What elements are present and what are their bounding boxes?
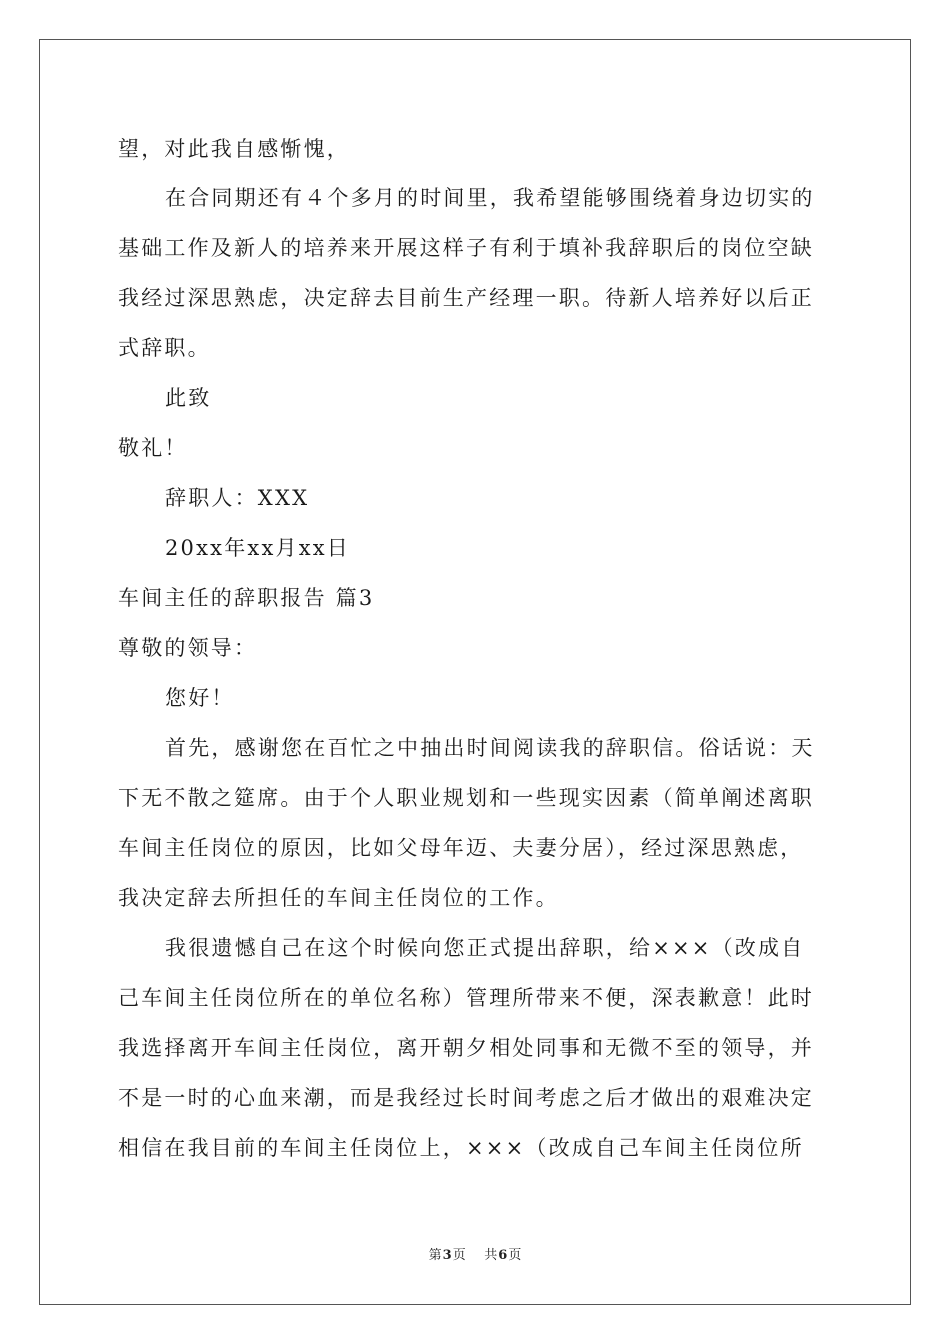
text-line: 不是一时的心血来潮，而是我经过长时间考虑之后才做出的艰难决定 xyxy=(118,1086,814,1110)
text-line: 望，对此我自感惭愧， xyxy=(118,137,350,161)
page-suffix: 页 xyxy=(452,1248,466,1263)
text-line: 我很遗憾自己在这个时候向您正式提出辞职，给×××（改成自 xyxy=(165,936,805,960)
text-line: 我决定辞去所担任的车间主任岗位的工作。 xyxy=(118,886,559,910)
text-line: 己车间主任岗位所在的单位名称）管理所带来不便，深表歉意！此时 xyxy=(118,986,814,1010)
total-suffix: 页 xyxy=(508,1248,522,1263)
text-line: 我经过深思熟虑，决定辞去目前生产经理一职。待新人培养好以后正 xyxy=(118,286,814,310)
total-prefix: 共 xyxy=(484,1248,498,1263)
page-border xyxy=(39,39,911,1305)
salutation: 尊敬的领导： xyxy=(118,636,258,660)
date-line: 20xx年xx月xx日 xyxy=(165,536,350,560)
text-line: 基础工作及新人的培养来开展这样子有利于填补我辞职后的岗位空缺 xyxy=(118,236,814,260)
section-heading: 车间主任的辞职报告 篇3 xyxy=(118,586,375,610)
page-number: 3 xyxy=(442,1248,452,1263)
total-pages: 6 xyxy=(498,1248,508,1263)
page-prefix: 第 xyxy=(428,1248,442,1263)
closing-line: 此致 xyxy=(165,386,212,410)
text-line: 下无不散之筵席。由于个人职业规划和一些现实因素（简单阐述离职 xyxy=(118,786,814,810)
text-line: 车间主任岗位的原因，比如父母年迈、夫妻分居），经过深思熟虑， xyxy=(118,836,804,860)
text-line: 在合同期还有４个多月的时间里，我希望能够围绕着身边切实的 xyxy=(165,186,815,210)
greeting: 您好！ xyxy=(165,686,235,710)
closing-salute: 敬礼！ xyxy=(118,436,188,460)
signature-line: 辞职人：XXX xyxy=(165,486,310,510)
text-line: 首先，感谢您在百忙之中抽出时间阅读我的辞职信。俗话说：天 xyxy=(165,736,815,760)
text-line: 相信在我目前的车间主任岗位上，×××（改成自己车间主任岗位所 xyxy=(118,1136,804,1160)
text-line: 式辞职。 xyxy=(118,336,211,360)
text-line: 我选择离开车间主任岗位，离开朝夕相处同事和无微不至的领导，并 xyxy=(118,1036,814,1060)
page-footer xyxy=(0,1248,950,1264)
